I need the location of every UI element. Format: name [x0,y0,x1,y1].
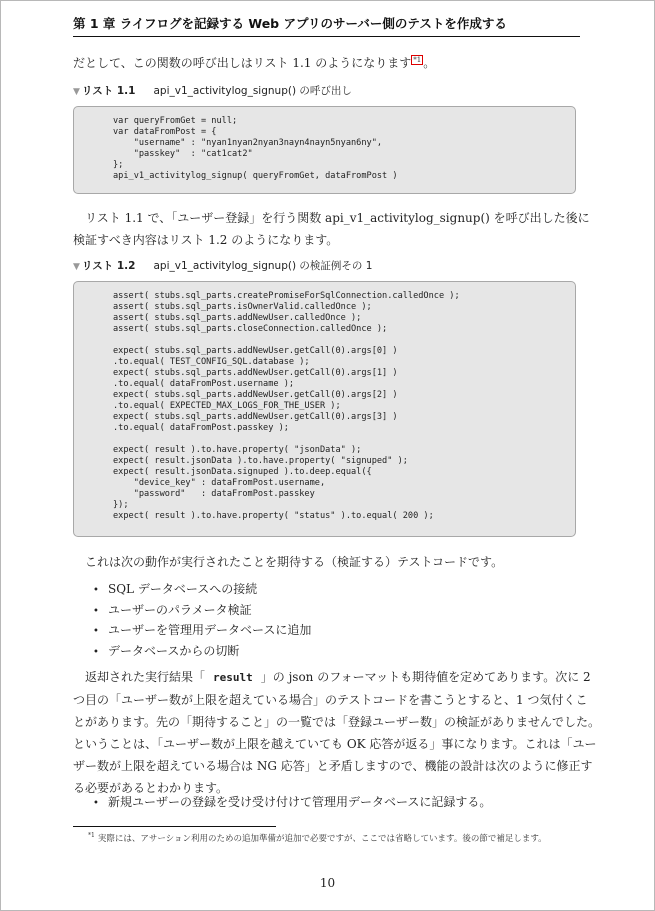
text: 返却された実行結果「 [73,670,206,684]
footnote-divider [73,826,276,827]
paragraph-line: ザー数が上限を超えている場合は NG 応答」と矛盾しますので、機能の設計は次のように修正す [73,759,593,773]
listing-title: api_v1_activitylog_signup() の検証例その 1 [153,260,373,272]
list-item: • ユーザーを管理用データベースに追加 [93,621,311,642]
listing-number: リスト 1.2 [81,260,136,272]
code-block-listing-1 [73,106,576,194]
paragraph-line: る必要があるとわかります。 [73,781,229,795]
triangle-down-icon: ▼ [73,87,80,97]
footnote-text: 実際には、アサーション利用のための追加準備が追加で必要ですが、ここでは省略しています。後の節で補足します。 [97,833,547,844]
paragraph-end: 。 [423,56,436,70]
paragraph-4 [73,666,600,799]
code-text: var queryFromGet = null; var dataFromPost = { "username" : "nyan1nyan2nyan3nayn4nayn5nyan6ny", "passkey" : "cat1cat2" }; api_v1_activitylog_signup( queryFromGet, dataFromPost ) [113,116,398,181]
code-block-listing-2 [73,281,576,537]
listing-title: api_v1_activitylog_signup() の呼び出し [153,85,352,97]
list-item: • ユーザーのパラメータ検証 [93,601,311,622]
code-text: assert( stubs.sql_parts.createPromiseForSqlConnection.calledOnce ); assert( stubs.sql_parts.isOwnerValid.calledOnce ); assert( stubs.sql_parts.addNewUser.calledOnce ); assert( stubs.sql_parts.closeConnection.calledOnce ); expect( stubs.sql_parts.addNewUser.getCall(0).args[0] ) .to.equal( TEST_CONFIG_SQL.database ); expect( stubs.sql_parts.addNewUser.getCall(0).args[1] ) .to.equal( dataFromPost.username ); expect( stubs.sql_parts.addNewUser.getCall(0).args[2] ) .to.equal( EXPECTED_MAX_LOGS_FOR_THE_USER ); expect( stubs.sql_parts.addNewUser.getCall(0).args[3] ) .to.equal( dataFromPost.passkey ); expect( result ).to.have.property( "jsonData" ); expect( result.jsonData ).to.have.property( "signuped" ); expect( result.jsonData.signuped ).to.deep.equal({ "device_key" : dataFromPost.username, "password" : dataFromPost.passkey }); expect( result ).to.have.property( "status" ).to.equal( 200 ); [113,291,460,521]
list-item: • 新規ユーザーの登録を受け受け付けて管理用データベースに記録する。 [93,793,491,814]
footnote [88,829,580,846]
list-item: • SQL データベースへの接続 [93,580,311,601]
bullet-list-expected-actions [93,580,311,663]
paragraph-line [73,666,600,689]
listing-2-caption [73,258,372,273]
paragraph-line: つ目の「ユーザー数が上限を超えている場合」のテストコードを書こうとすると、1 つ気付くこ [73,693,588,707]
paragraph-line: リスト 1.1 で、「ユーザー登録」を行う関数 api_v1_activitylog_signup() を呼び出した後に [73,211,590,225]
footnote-mark: *1 [88,832,95,839]
chapter-header: 第 1 章 ライフログを記録する Web アプリのサーバー側のテストを作成する [73,14,580,37]
text: 」の json のフォーマットも期待値を定めてあります。次に 2 [260,670,591,684]
paragraph-3: これは次の動作が実行されたことを期待する（検証する）テストコードです。 [73,555,504,569]
triangle-down-icon: ▼ [73,262,80,272]
page-number: 10 [319,876,336,890]
list-item: • データベースからの切断 [93,642,311,663]
paragraph-line: とがあります。先の「期待すること」の一覧では「登録ユーザー数」の検証がありませんでした。 [73,715,601,729]
paragraph-line: 検証すべき内容はリスト 1.2 のようになります。 [73,233,339,247]
inline-code-result: result [213,671,253,684]
listing-number: リスト 1.1 [81,85,136,97]
paragraph-2 [73,207,590,251]
paragraph-intro [73,52,435,74]
footnote-reference-link[interactable]: *1 [413,56,422,64]
listing-1-caption [73,83,352,98]
paragraph-line: ということは、「ユーザー数が上限を越えていても OK 応答が返る」事になります。これは「ユー [73,737,597,751]
bullet-list-revised-design [93,793,491,814]
paragraph-text: だとして、この関数の呼び出しはリスト 1.1 のようになります [73,56,412,70]
